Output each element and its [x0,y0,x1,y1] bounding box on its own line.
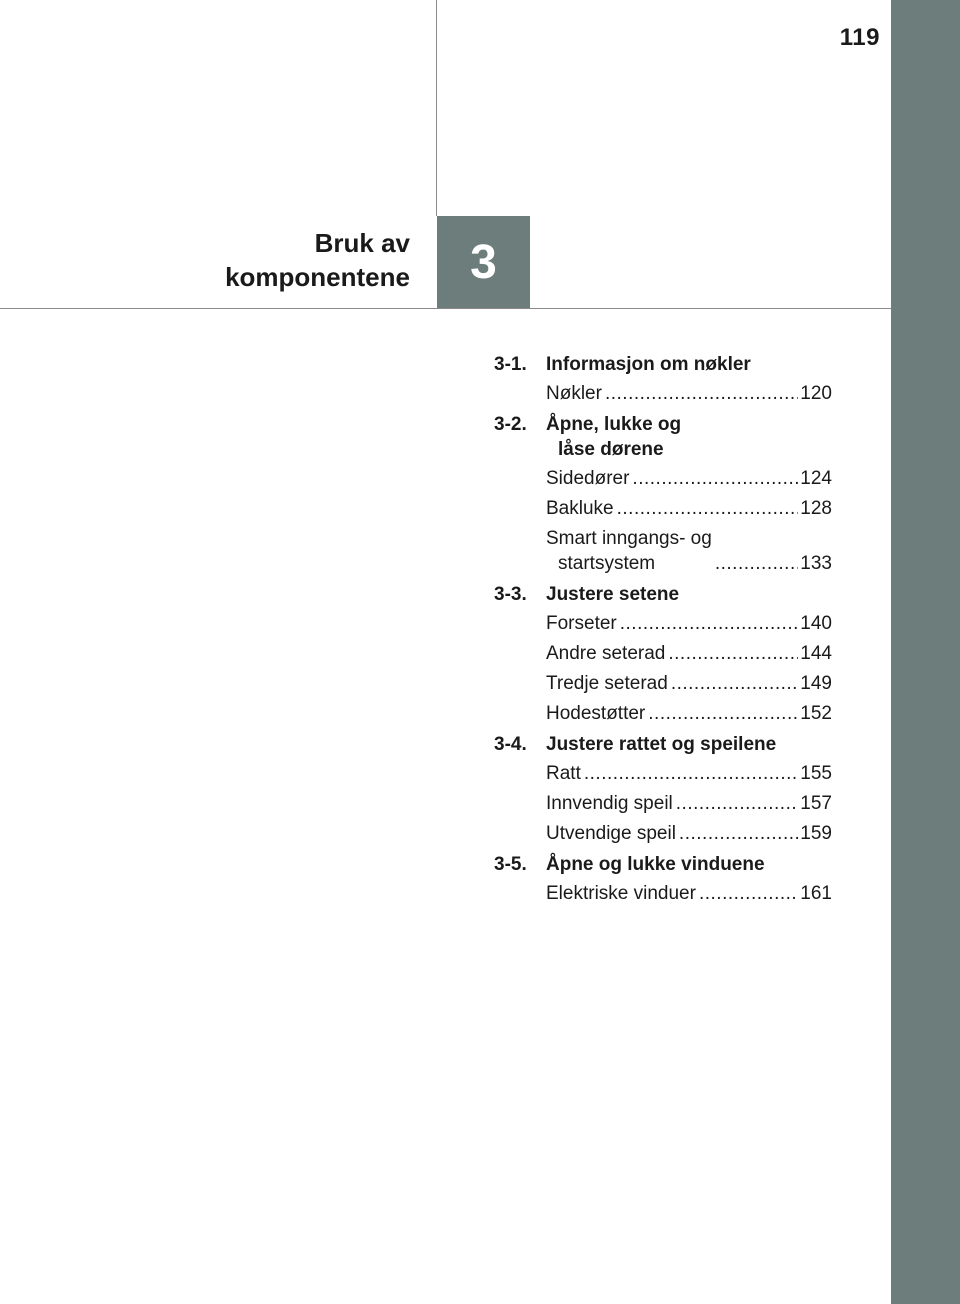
horizontal-divider [0,308,891,309]
entry-page-number: 155 [800,763,832,784]
entry-label-line: Andre seterad [546,643,666,664]
toc-entry[interactable] [546,791,832,816]
toc-entry[interactable] [546,761,832,786]
dot-leader [715,551,798,576]
toc-entry[interactable] [546,496,832,521]
entry-label [546,791,673,816]
dot-leader [584,761,798,786]
toc-section [494,732,832,846]
toc-section [494,852,832,906]
watermark: carmanualsonline.info [759,1268,886,1283]
dot-leader [605,381,798,406]
section-number: 3-5. [494,854,527,875]
dot-leader [648,701,798,726]
entry-label-line: Smart inngangs- og [546,528,712,549]
toc-section-heading[interactable] [494,852,832,877]
entry-label-line: Ratt [546,763,581,784]
entry-label [546,466,629,491]
dot-leader [679,821,798,846]
section-title [546,732,832,757]
chapter-title-line-2: komponentene [225,262,410,292]
entry-page-number: 128 [800,498,832,519]
toc-section-heading[interactable] [494,412,832,462]
entry-page-number: 144 [800,643,832,664]
entry-label-line: startsystem [558,553,656,574]
section-title [546,412,832,462]
chapter-side-band [891,0,960,1304]
dot-leader [668,641,798,666]
entry-label [546,701,645,726]
entry-page-number: 159 [800,823,832,844]
chapter-title [225,226,410,294]
section-title-line: Informasjon om nøkler [546,354,751,375]
section-number: 3-4. [494,734,527,755]
entry-page-number: 161 [800,883,832,904]
toc-section-heading[interactable] [494,732,832,757]
chapter-title-line-1: Bruk av [314,228,410,258]
entry-page-number: 120 [800,383,832,404]
entry-label-line: Tredje seterad [546,673,668,694]
dot-leader [632,466,798,491]
entry-label [546,761,581,786]
entry-label [546,611,617,636]
dot-leader [699,881,798,906]
entry-page-number: 124 [800,468,832,489]
entry-page-number: 157 [800,793,832,814]
toc-section [494,352,832,406]
toc-entry[interactable] [546,671,832,696]
section-title-line: Justere rattet og speilene [546,734,777,755]
section-title-line: Åpne, lukke og [546,414,682,435]
section-title-line: låse dørene [558,439,664,460]
section-title-line: Åpne og lukke vinduene [546,854,765,875]
entry-label-line: Innvendig speil [546,793,673,814]
entry-label-line: Elektriske vinduer [546,883,696,904]
entry-label [546,881,696,906]
entry-label [546,641,665,666]
entry-page-number: 140 [800,613,832,634]
toc-section-heading[interactable] [494,352,832,377]
toc-entry[interactable] [546,701,832,726]
dot-leader [617,496,799,521]
dot-leader [620,611,799,636]
entry-label-line: Hodestøtter [546,703,646,724]
section-title [546,582,832,607]
entry-page-number: 133 [800,553,832,574]
section-number: 3-3. [494,584,527,605]
toc-entry[interactable] [546,881,832,906]
section-number: 3-1. [494,354,527,375]
section-number: 3-2. [494,414,527,435]
section-title [546,352,832,377]
table-of-contents [494,352,832,912]
entry-label-line: Nøkler [546,383,602,404]
toc-entry[interactable] [546,821,832,846]
entry-label-line: Bakluke [546,498,614,519]
entry-label-line: Forseter [546,613,617,634]
toc-entry[interactable] [546,381,832,406]
toc-section-heading[interactable] [494,582,832,607]
dot-leader [676,791,799,816]
entry-label [546,821,676,846]
entry-label [546,526,712,576]
entry-page-number: 152 [800,703,832,724]
entry-label [546,496,614,521]
chapter-number-box: 3 [437,216,530,308]
entry-page-number: 149 [800,673,832,694]
entry-label [546,381,602,406]
toc-entry[interactable] [546,526,832,576]
toc-entry[interactable] [546,611,832,636]
toc-entry[interactable] [546,466,832,491]
page-number: 119 [839,24,880,51]
vertical-divider [436,0,437,216]
entry-label [546,671,668,696]
entry-label-line: Sidedører [546,468,630,489]
dot-leader [671,671,798,696]
section-title [546,852,832,877]
toc-section [494,412,832,576]
entry-label-line: Utvendige speil [546,823,676,844]
section-title-line: Justere setene [546,584,680,605]
toc-section [494,582,832,726]
toc-entry[interactable] [546,641,832,666]
